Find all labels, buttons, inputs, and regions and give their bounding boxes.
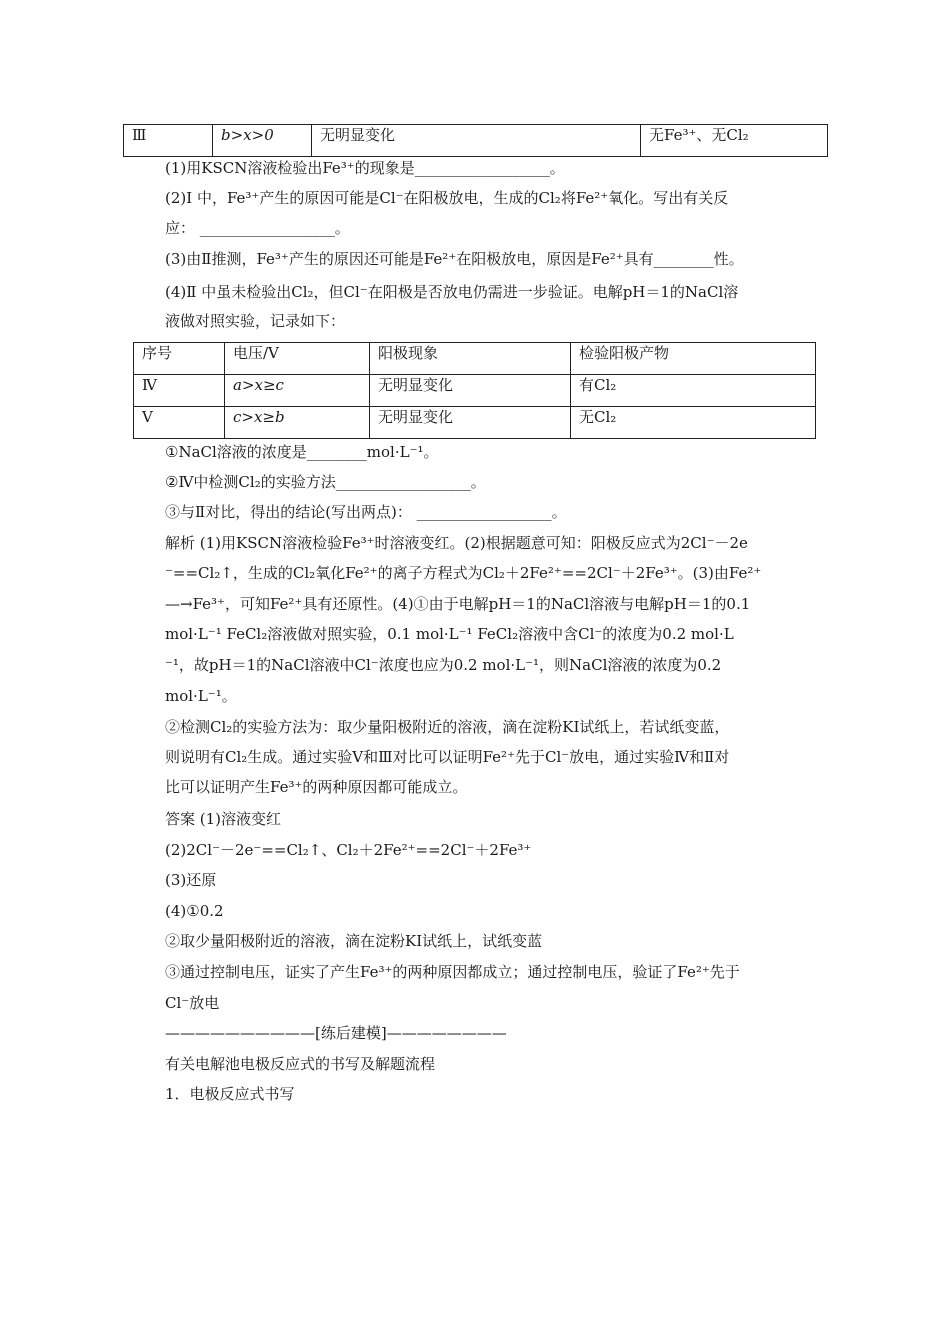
analysis-line: mol·L⁻¹。 bbox=[165, 687, 237, 705]
table-header-cell: 阳极现象 bbox=[370, 343, 571, 375]
section-divider: ——————————[练后建模]———————— bbox=[165, 1024, 507, 1042]
table-cell: b>x>0 bbox=[213, 125, 312, 157]
sub-question-2: ②Ⅳ中检测Cl₂的实验方法__________________。 bbox=[165, 473, 486, 491]
question-2-line-1: (2)Ⅰ 中，Fe³⁺产生的原因可能是Cl⁻在阳极放电，生成的Cl₂将Fe²⁺氧化。写出有关反 bbox=[165, 189, 729, 207]
table-cell: 无Fe³⁺、无Cl₂ bbox=[641, 125, 828, 157]
answer-line: ②取少量阳极附近的溶液，滴在淀粉KI试纸上，试纸变蓝 bbox=[165, 932, 543, 950]
sub-question-3: ③与Ⅱ对比，得出的结论(写出两点)： __________________。 bbox=[165, 503, 567, 521]
table-cell: Ⅲ bbox=[124, 125, 213, 157]
topic-title: 有关电解池电极反应式的书写及解题流程 bbox=[165, 1055, 436, 1073]
analysis-line: mol·L⁻¹ FeCl₂溶液做对照实验，0.1 mol·L⁻¹ FeCl₂溶液中含Cl⁻的浓度为0.2 mol·L bbox=[165, 625, 734, 643]
table-row bbox=[124, 125, 828, 157]
answer-line: (3)还原 bbox=[165, 871, 217, 889]
table-cell: Ⅴ bbox=[134, 407, 225, 439]
table-cell: 无Cl₂ bbox=[571, 407, 816, 439]
analysis-line: ⁻==Cl₂↑，生成的Cl₂氧化Fe²⁺的离子方程式为Cl₂＋2Fe²⁺==2Cl⁻＋2Fe³⁺。(3)由Fe²⁺ bbox=[165, 564, 762, 582]
question-3: (3)由Ⅱ推测，Fe³⁺产生的原因还可能是Fe²⁺在阳极放电，原因是Fe²⁺具有________性。 bbox=[165, 250, 744, 268]
analysis-line: 解析 (1)用KSCN溶液检验Fe³⁺时溶液变红。(2)根据题意可知：阳极反应式为2Cl⁻－2e bbox=[165, 534, 748, 552]
analysis-line: ⁻¹，故pH＝1的NaCl溶液中Cl⁻浓度也应为0.2 mol·L⁻¹，则NaCl溶液的浓度为0.2 bbox=[165, 656, 722, 674]
table-cell: 无明显变化 bbox=[312, 125, 641, 157]
table-cell: 有Cl₂ bbox=[571, 375, 816, 407]
answer-line: ③通过控制电压，证实了产生Fe³⁺的两种原因都成立；通过控制电压，验证了Fe²⁺先于 bbox=[165, 963, 740, 981]
results-table-continued bbox=[123, 124, 828, 157]
topic-item-1: 1．电极反应式书写 bbox=[165, 1085, 295, 1103]
table-cell: Ⅳ bbox=[134, 375, 225, 407]
table-row bbox=[134, 375, 816, 407]
analysis-line: 比可以证明产生Fe³⁺的两种原因都可能成立。 bbox=[165, 778, 468, 796]
table-cell: c>x≥b bbox=[225, 407, 370, 439]
answer-line: (4)①0.2 bbox=[165, 902, 224, 920]
sub-question-1: ①NaCl溶液的浓度是________mol·L⁻¹。 bbox=[165, 443, 439, 461]
control-experiment-table bbox=[133, 342, 816, 439]
analysis-line: 则说明有Cl₂生成。通过实验Ⅴ和Ⅲ对比可以证明Fe²⁺先于Cl⁻放电，通过实验Ⅳ和Ⅱ对 bbox=[165, 748, 730, 766]
analysis-line: —→Fe³⁺，可知Fe²⁺具有还原性。(4)①由于电解pH＝1的NaCl溶液与电解pH＝1的0.1 bbox=[165, 595, 751, 613]
question-2-line-2: 应： __________________。 bbox=[165, 219, 350, 237]
table-header-row bbox=[134, 343, 816, 375]
table-cell: a>x≥c bbox=[225, 375, 370, 407]
table-row bbox=[134, 407, 816, 439]
table-header-cell: 检验阳极产物 bbox=[571, 343, 816, 375]
table-cell: 无明显变化 bbox=[370, 375, 571, 407]
answer-line: Cl⁻放电 bbox=[165, 994, 220, 1012]
analysis-line: ②检测Cl₂的实验方法为：取少量阳极附近的溶液，滴在淀粉KI试纸上，若试纸变蓝， bbox=[165, 718, 730, 736]
question-4-line-1: (4)Ⅱ 中虽未检验出Cl₂，但Cl⁻在阳极是否放电仍需进一步验证。电解pH＝1的NaCl溶 bbox=[165, 283, 739, 301]
table-header-cell: 序号 bbox=[134, 343, 225, 375]
answer-line: (2)2Cl⁻－2e⁻==Cl₂↑、Cl₂＋2Fe²⁺==2Cl⁻＋2Fe³⁺ bbox=[165, 841, 532, 859]
question-1: (1)用KSCN溶液检验出Fe³⁺的现象是__________________。 bbox=[165, 159, 565, 177]
question-4-line-2: 液做对照实验，记录如下： bbox=[165, 312, 346, 330]
answer-line: 答案 (1)溶液变红 bbox=[165, 810, 282, 828]
table-cell: 无明显变化 bbox=[370, 407, 571, 439]
table-header-cell: 电压/V bbox=[225, 343, 370, 375]
